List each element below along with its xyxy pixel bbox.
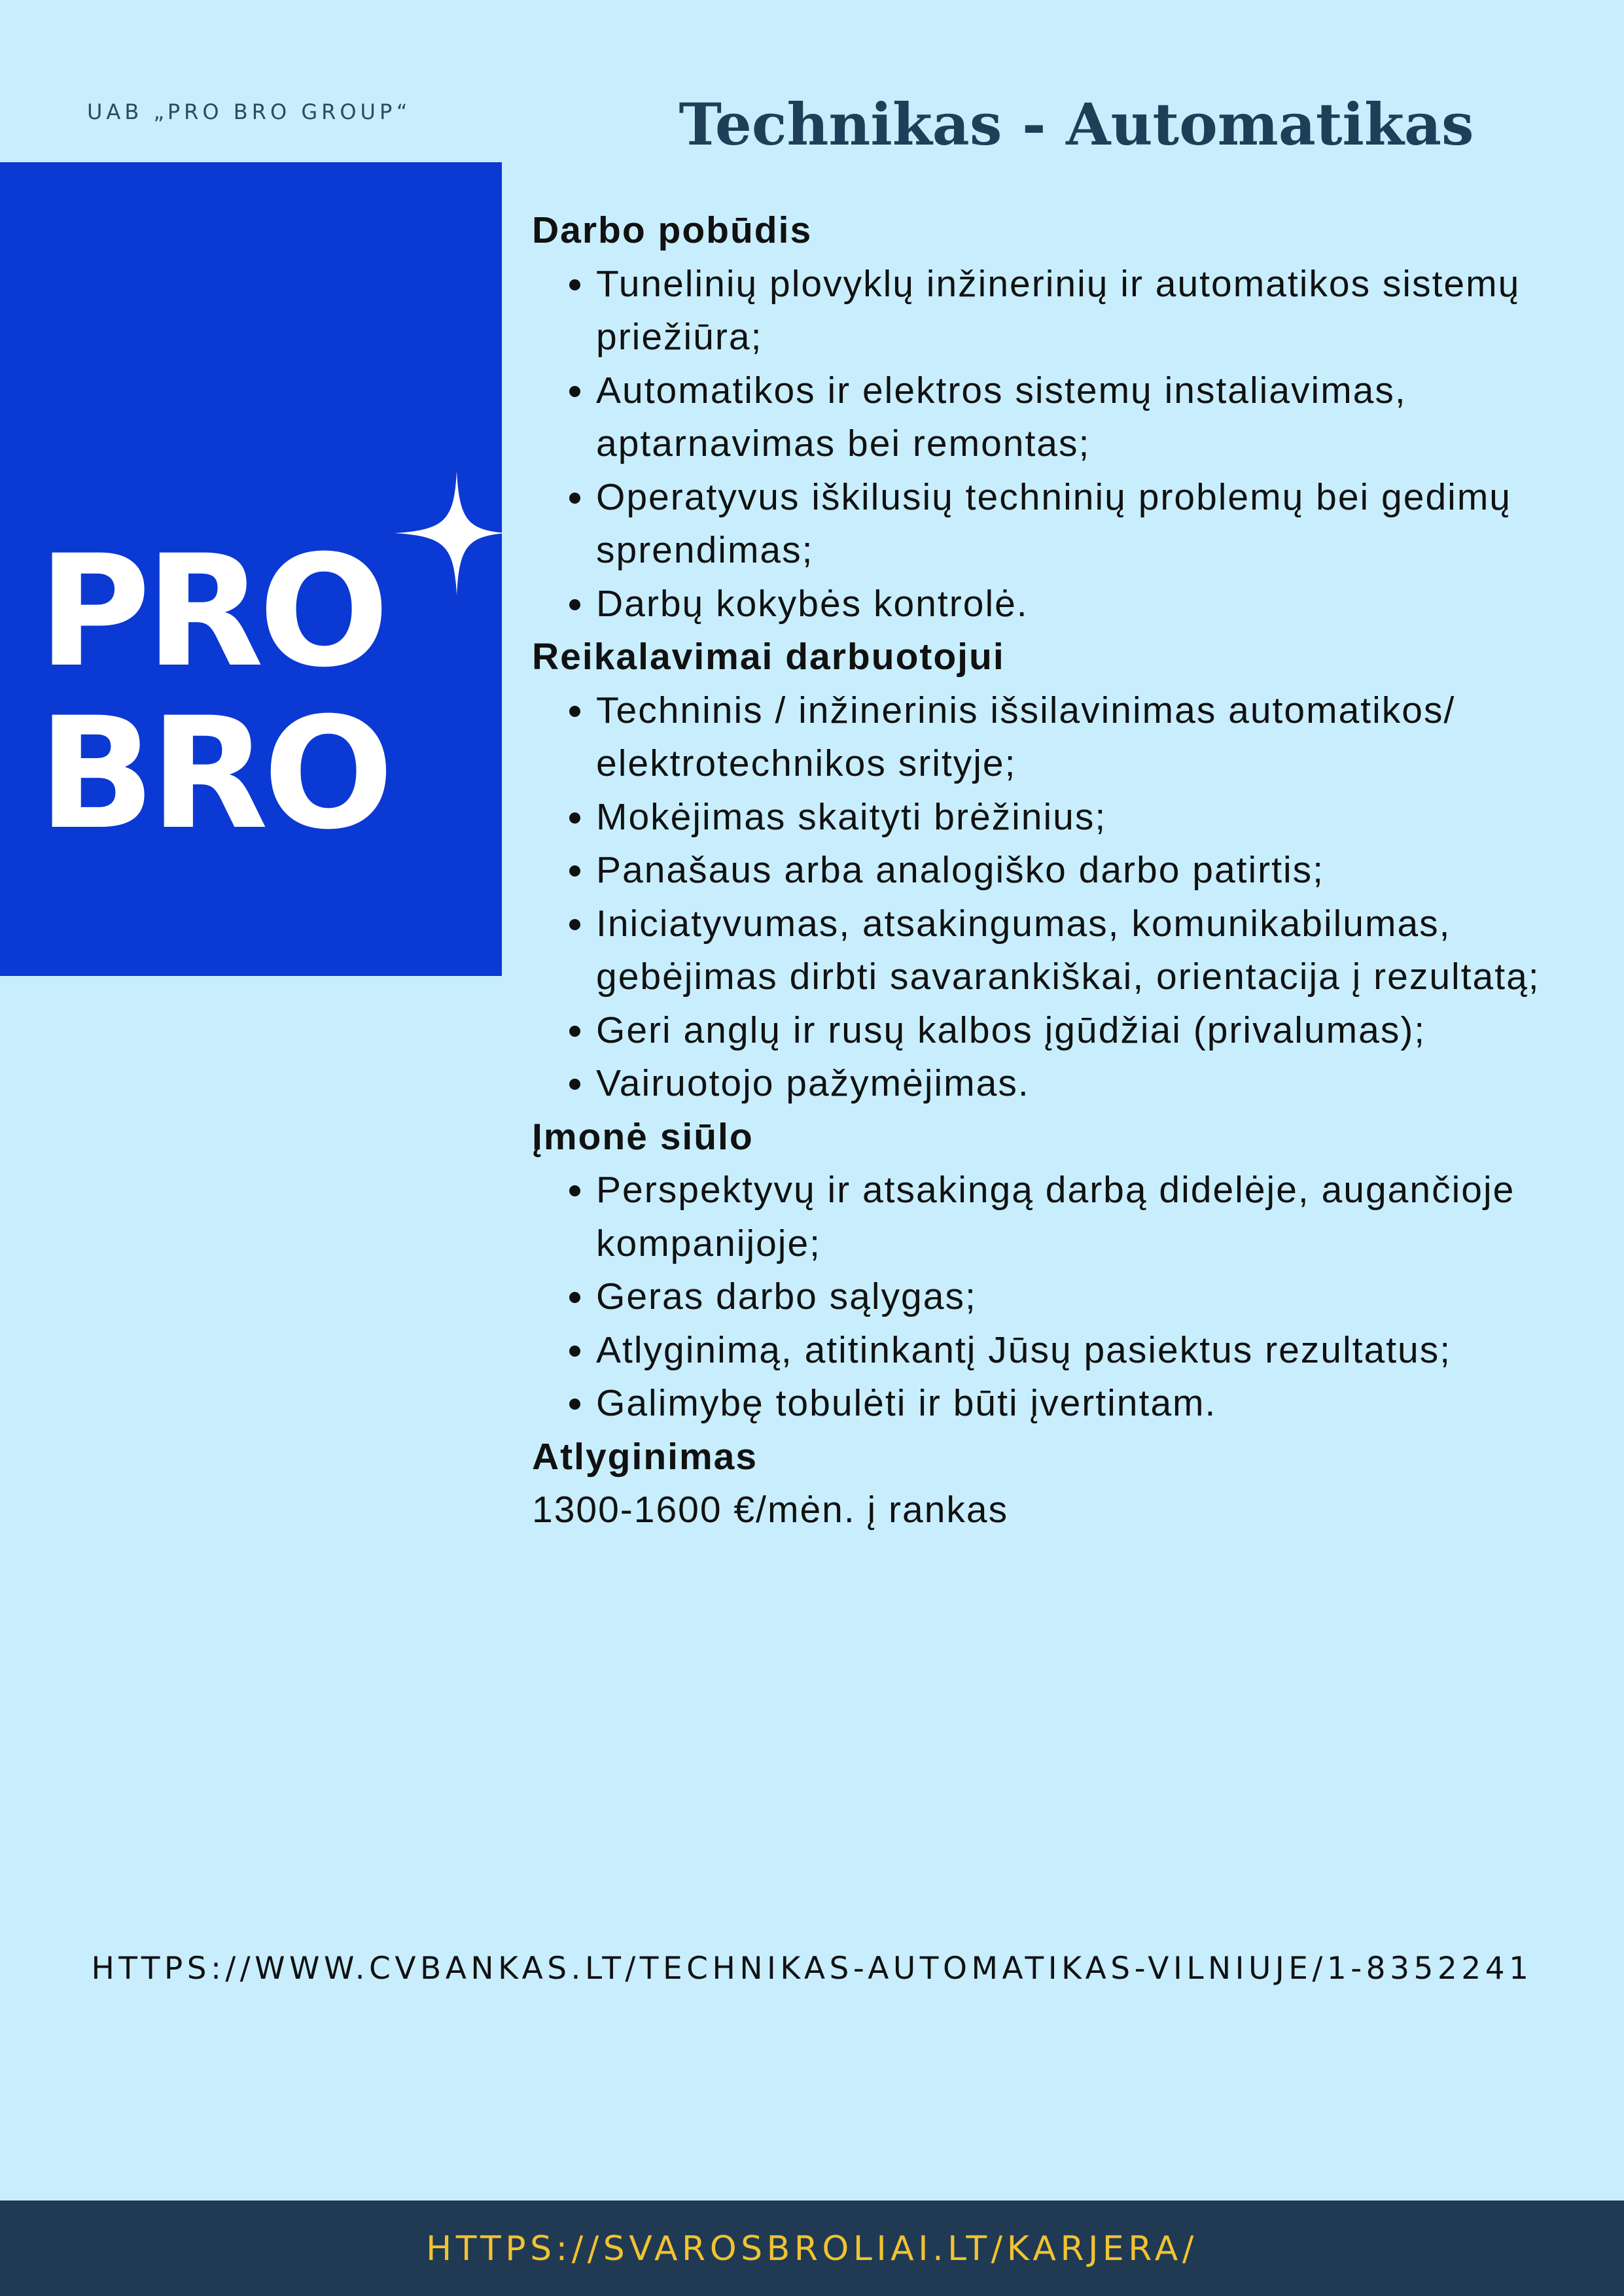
- offer-list: [532, 1164, 1605, 1431]
- duties-list: [532, 258, 1605, 631]
- list-item: • Darbų kokybės kontrolė.: [596, 578, 1605, 631]
- logo-word-pro: PRO: [38, 523, 384, 701]
- section-heading-offer: Įmonė siūlo: [532, 1115, 754, 1158]
- list-item: • Geras darbo sąlygas;: [596, 1270, 1605, 1324]
- page-title: Technikas - Automatikas: [679, 90, 1474, 158]
- careers-link[interactable]: HTTPS://SVAROSBROLIAI.LT/KARJERA/: [426, 2229, 1198, 2269]
- list-item: • Operatyvus iškilusių techninių problemų bei gedimų sprendimas;: [596, 471, 1605, 578]
- sparkle-star-icon: [395, 471, 502, 595]
- job-posting-link[interactable]: HTTPS://WWW.CVBANKAS.LT/TECHNIKAS-AUTOMATIKAS-VILNIUJE/1-8352241: [91, 1951, 1533, 1987]
- company-name: UAB „PRO BRO GROUP“: [87, 99, 412, 124]
- list-item: • Vairuotojo pažymėjimas.: [596, 1057, 1605, 1111]
- list-item: • Atlyginimą, atitinkantį Jūsų pasiektus rezultatus;: [596, 1324, 1605, 1378]
- list-item: • Techninis / inžinerinis išsilavinimas automatikos/ elektrotechnikos srityje;: [596, 684, 1605, 791]
- salary-value: 1300-1600 €/mėn. į rankas: [532, 1489, 1009, 1531]
- section-heading-salary: Atlyginimas: [532, 1435, 758, 1478]
- section-heading-requirements: Reikalavimai darbuotojui: [532, 636, 1005, 678]
- list-item: • Tunelinių plovyklų inžinerinių ir automatikos sistemų priežiūra;: [596, 258, 1605, 364]
- pro-bro-logo: [0, 162, 502, 976]
- job-description: [532, 204, 1605, 1537]
- list-item: • Galimybę tobulėti ir būti įvertintam.: [596, 1377, 1605, 1431]
- footer-bar: [0, 2200, 1624, 2296]
- requirements-list: [532, 684, 1605, 1111]
- list-item: • Geri anglų ir rusų kalbos įgūdžiai (privalumas);: [596, 1004, 1605, 1058]
- logo-word-bro: BRO: [38, 685, 389, 863]
- list-item: • Mokėjimas skaityti brėžinius;: [596, 791, 1605, 844]
- list-item: • Automatikos ir elektros sistemų instaliavimas, aptarnavimas bei remontas;: [596, 364, 1605, 471]
- section-heading-duties: Darbo pobūdis: [532, 209, 813, 251]
- list-item: • Iniciatyvumas, atsakingumas, komunikabilumas, gebėjimas dirbti savarankiškai, orientacija į rezultatą;: [596, 897, 1605, 1004]
- list-item: • Panašaus arba analogiško darbo patirtis;: [596, 844, 1605, 897]
- list-item: • Perspektyvų ir atsakingą darbą didelėje, augančioje kompanijoje;: [596, 1164, 1605, 1270]
